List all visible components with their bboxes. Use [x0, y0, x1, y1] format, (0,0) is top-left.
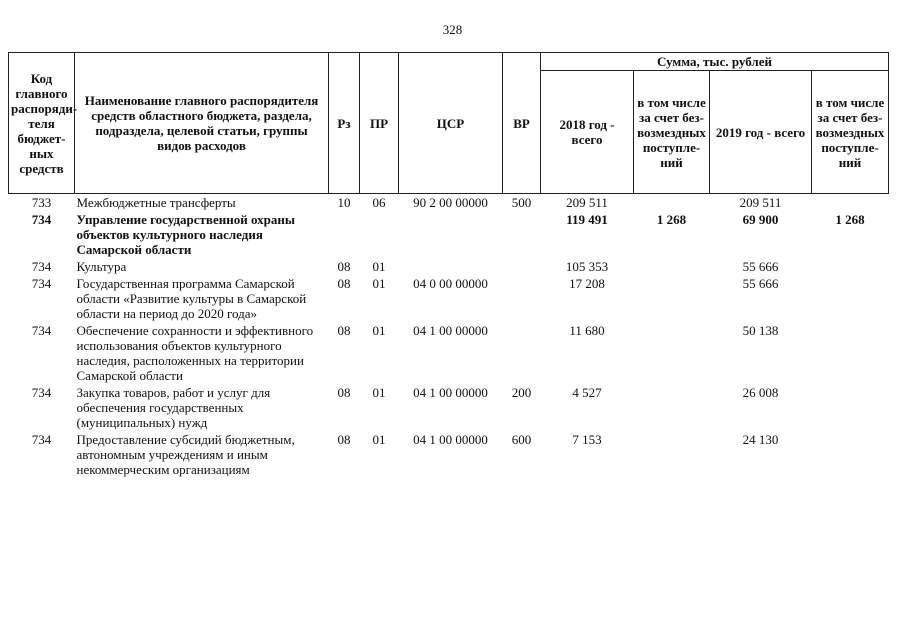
header-rz: Рз — [329, 53, 360, 194]
header-sum-group: Сумма, тыс. рублей — [541, 53, 889, 71]
row-code: 734 — [31, 385, 52, 400]
row-vr — [503, 211, 541, 258]
row-rz: 08 — [337, 323, 351, 338]
table-row — [9, 211, 889, 258]
row-vr: 600 — [511, 432, 532, 447]
row-2018-free — [634, 431, 710, 478]
row-rz: 08 — [337, 432, 351, 447]
row-2019-free — [812, 431, 889, 478]
row-code: 733 — [31, 195, 52, 210]
row-pr: 01 — [372, 432, 386, 447]
row-vr — [503, 275, 541, 322]
row-2019-free — [812, 322, 889, 384]
row-2019-total: 209 511 — [739, 195, 782, 210]
row-2018-total: 7 153 — [572, 432, 602, 447]
row-pr: 01 — [372, 276, 386, 291]
row-2019-total: 55 666 — [742, 276, 779, 291]
row-pr — [360, 211, 399, 258]
row-2018-total: 4 527 — [572, 385, 602, 400]
row-rz: 08 — [337, 385, 351, 400]
header-2018-total: 2018 год - всего — [541, 71, 634, 194]
row-2018-free: 1 268 — [656, 212, 687, 227]
row-code: 734 — [31, 276, 52, 291]
row-pr: 01 — [372, 323, 386, 338]
row-vr: 500 — [511, 195, 532, 210]
header-2019-total: 2019 год - всего — [710, 71, 812, 194]
row-2019-total: 50 138 — [742, 323, 779, 338]
row-name: Межбюджетные трансферты — [76, 195, 236, 210]
row-name: Государственная программа Самарской области «Развитие культуры в Самарской области на период до 2020 года» — [76, 276, 307, 321]
row-name: Закупка товаров, работ и услуг для обеспечения государственных (муниципальных) нужд — [76, 385, 271, 430]
table-header — [9, 53, 889, 194]
row-name: Предоставление субсидий бюджетным, автономным учреждениям и иным некоммерческим организациям — [76, 432, 295, 477]
row-2018-total: 17 208 — [569, 276, 605, 291]
budget-table — [8, 52, 889, 478]
header-csr: ЦСР — [399, 53, 503, 194]
row-2019-free — [812, 275, 889, 322]
table-row — [9, 322, 889, 384]
table-row — [9, 258, 889, 275]
row-name: Управление государственной охраны объектов культурного наследия Самарской области — [76, 212, 295, 257]
row-name: Культура — [76, 259, 127, 274]
row-rz — [329, 211, 360, 258]
row-name: Обеспечение сохранности и эффективного использования объектов культурного наследия, расположенных на территории Самарской области — [76, 323, 314, 383]
header-code: Код главного распорядителя бюджетных средств — [9, 53, 75, 194]
header-name: Наименование главного распорядителя средств областного бюджета, раздела, подраздела, целевой статьи, группы видов расходов — [75, 53, 329, 194]
row-2019-free — [812, 258, 889, 275]
row-pr: 01 — [372, 259, 386, 274]
row-2018-total: 209 511 — [566, 195, 608, 210]
row-code: 734 — [31, 323, 52, 338]
table-body — [9, 194, 889, 479]
row-2018-total: 119 491 — [566, 212, 608, 227]
row-2019-total: 55 666 — [742, 259, 779, 274]
row-rz: 10 — [337, 195, 351, 210]
row-code: 734 — [31, 432, 52, 447]
header-pr: ПР — [360, 53, 399, 194]
row-2018-free — [634, 275, 710, 322]
row-2018-total: 105 353 — [565, 259, 609, 274]
row-2019-total: 26 008 — [742, 385, 779, 400]
row-2018-free — [634, 258, 710, 275]
page-number: 328 — [442, 22, 463, 37]
row-code: 734 — [31, 212, 52, 227]
header-vr: ВР — [503, 53, 541, 194]
header-2019-free: в том числе за счет безвозмездных поступлений — [812, 71, 889, 194]
row-vr: 200 — [511, 385, 532, 400]
row-vr — [503, 258, 541, 275]
row-2018-total: 11 680 — [569, 323, 605, 338]
row-csr: 04 1 00 00000 — [413, 385, 488, 400]
row-csr: 04 1 00 00000 — [413, 432, 488, 447]
row-2018-free — [634, 194, 710, 212]
row-2019-free — [812, 194, 889, 212]
row-2018-free — [634, 322, 710, 384]
row-rz: 08 — [337, 276, 351, 291]
row-csr: 04 0 00 00000 — [413, 276, 488, 291]
row-2019-total: 24 130 — [742, 432, 779, 447]
row-pr: 01 — [372, 385, 386, 400]
row-csr: 90 2 00 00000 — [413, 195, 488, 210]
row-2019-free — [812, 384, 889, 431]
row-2018-free — [634, 384, 710, 431]
table-row — [9, 384, 889, 431]
table-row — [9, 431, 889, 478]
row-code: 734 — [31, 259, 52, 274]
row-2019-free: 1 268 — [835, 212, 865, 227]
row-2019-total: 69 900 — [742, 212, 779, 227]
row-pr: 06 — [372, 195, 386, 210]
table-row — [9, 275, 889, 322]
row-csr — [399, 258, 503, 275]
row-vr — [503, 322, 541, 384]
row-csr: 04 1 00 00000 — [413, 323, 488, 338]
header-2018-free: в том числе за счет безвозмездных поступлений — [634, 71, 710, 194]
table-row — [9, 194, 889, 212]
row-rz: 08 — [337, 259, 351, 274]
row-csr — [399, 211, 503, 258]
